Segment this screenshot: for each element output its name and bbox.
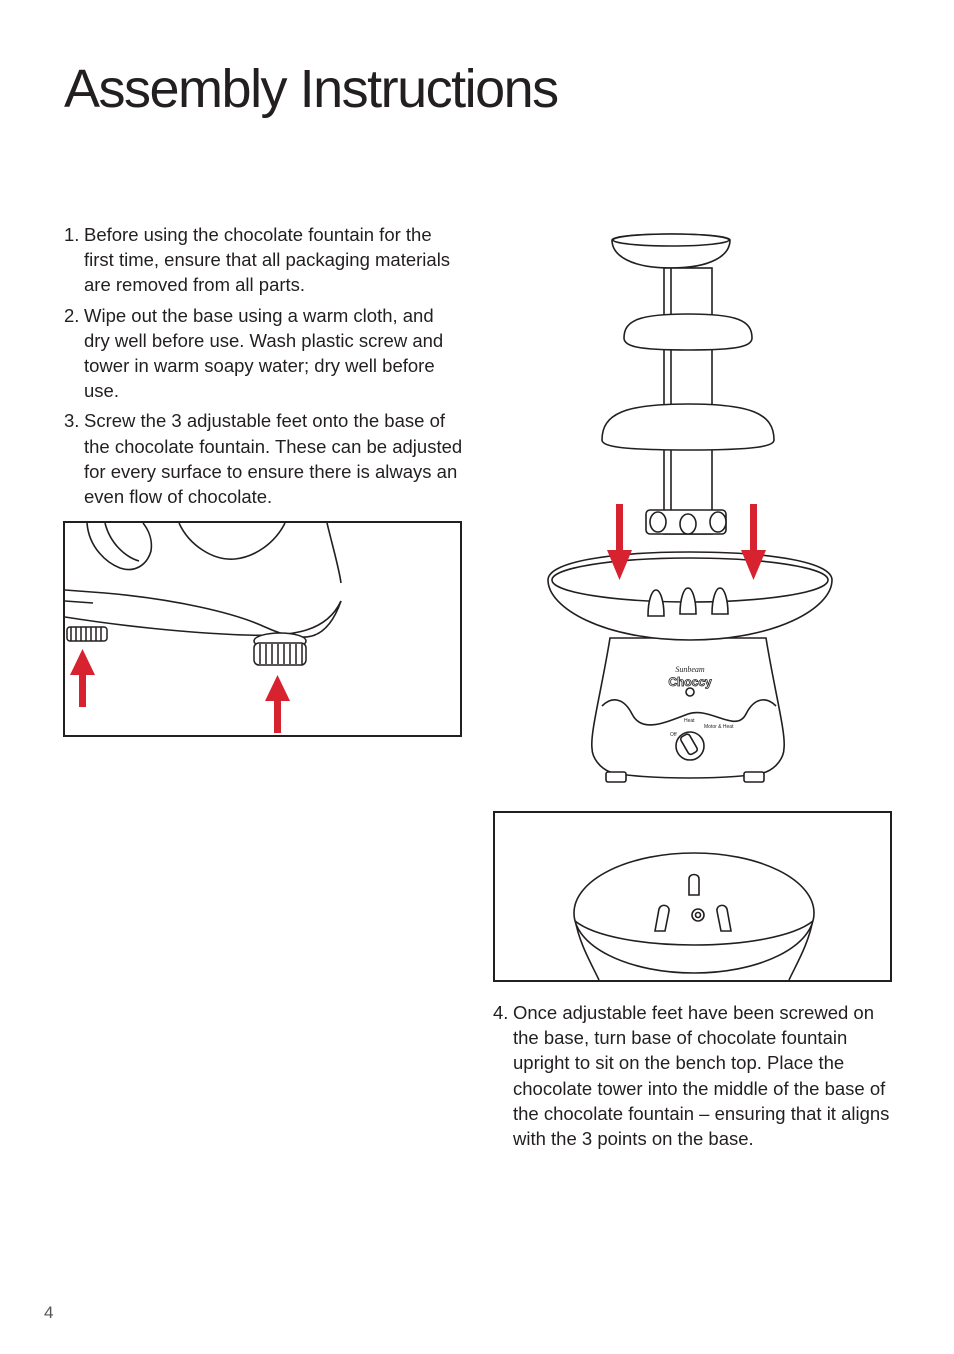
step-number: 3.	[64, 410, 80, 432]
page-number: 4	[44, 1303, 54, 1322]
instruction-step-1	[64, 222, 464, 298]
dial-label-off: Off	[670, 732, 677, 738]
instruction-list	[64, 222, 464, 514]
step-number: 1.	[64, 224, 80, 245]
base-points-illustration	[493, 811, 892, 982]
step-number: 4.	[493, 1002, 509, 1023]
dial-label-motor-heat: Motor & Heat	[704, 724, 734, 730]
page-title: Assembly Instructions	[64, 59, 558, 119]
step-number: 2.	[64, 304, 80, 326]
brand-logo: Sunbeam	[675, 665, 705, 674]
step-text: Before using the chocolate fountain for the first time, ensure that all packaging materials are removed from all parts.	[84, 224, 451, 296]
step-text: Once adjustable feet have been screwed on the base, turn base of chocolate fountain upright to sit on the bench top. Place the chocolate tower into the middle of the base of the chocolate fountain – ensuring that it aligns with the 3 points on the base.	[513, 1002, 890, 1150]
step-text: Wipe out the base using a warm cloth, and dry well before use. Wash plastic screw and tower in warm soapy water; dry well before use.	[84, 304, 444, 402]
instruction-step-3	[64, 408, 464, 509]
step-text: Screw the 3 adjustable feet onto the base of the chocolate fountain. These can be adjusted for every surface to ensure there is always an even flow of chocolate.	[84, 410, 463, 508]
instruction-step-2	[64, 303, 464, 404]
feet-illustration	[63, 521, 462, 737]
product-logo: Choccy	[668, 675, 712, 689]
dial-label-heat: Heat	[684, 718, 695, 724]
instruction-step-4	[493, 1000, 893, 1151]
fountain-illustration	[540, 228, 840, 788]
